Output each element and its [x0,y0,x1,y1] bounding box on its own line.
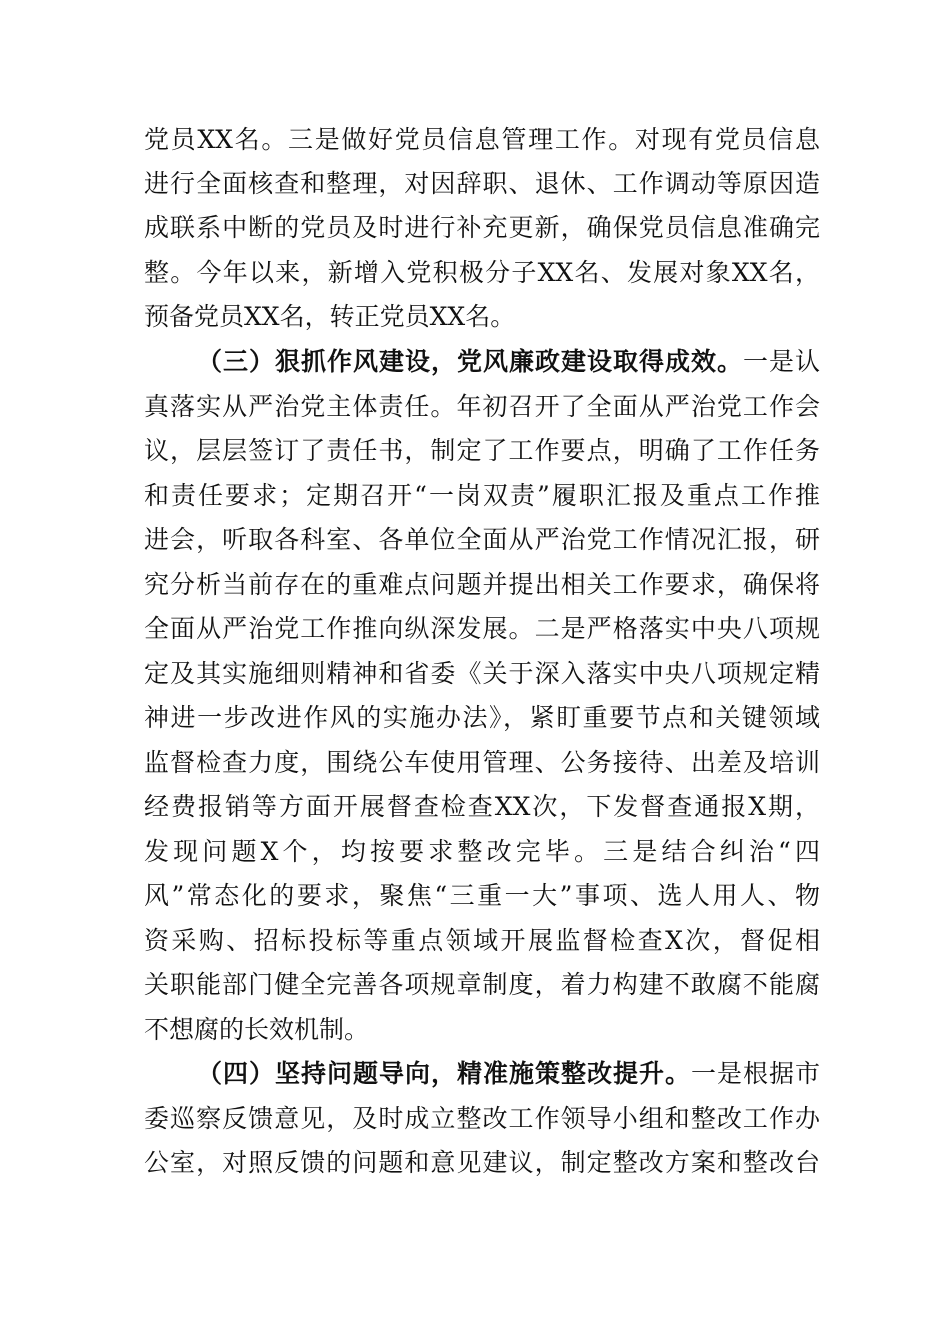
paragraph-2-first-line [197,342,820,382]
paragraph-2-line-7: 全面从严治党工作推向纵深发展。二是严格落实中央八项规 [144,614,820,643]
paragraph-1-line-5: 预备党员XX名，转正党员XX名。 [144,302,516,331]
paragraph-2-line-16: 不想腐的长效机制。 [144,1015,370,1044]
paragraph-3-line-3: 公室，对照反馈的问题和意见建议，制定整改方案和整改台 [144,1148,820,1177]
paragraph-2-line-9: 神进一步改进作风的实施办法》，紧盯重要节点和关键领域 [144,703,820,732]
paragraph-2-line-10: 监督检查力度，围绕公车使用管理、公务接待、出差及培训 [144,748,820,777]
paragraph-3-heading: （四）坚持问题导向，精准施策整改提升。 [197,1059,691,1088]
paragraph-1-line-1: 党员XX名。三是做好党员信息管理工作。对现有党员信息 [144,125,820,154]
paragraph-3-line-2: 委巡察反馈意见，及时成立整改工作领导小组和整改工作办 [144,1104,820,1133]
paragraph-2-line-2: 真落实从严治党主体责任。年初召开了全面从严治党工作会 [144,392,820,421]
paragraph-1-line-3: 成联系中断的党员及时进行补充更新，确保党员信息准确完 [144,213,820,242]
paragraph-2-first-line-rest: 一是认 [742,347,820,376]
paragraph-2-line-6: 究分析当前存在的重难点问题并提出相关工作要求，确保将 [144,570,820,599]
paragraph-2-line-5: 进会，听取各科室、各单位全面从严治党工作情况汇报，研 [144,525,820,554]
paragraph-1-line-2: 进行全面核查和整理，对因辞职、退休、工作调动等原因造 [144,169,820,198]
paragraph-2-line-11: 经费报销等方面开展督查检查XX次，下发督查通报X期， [144,792,820,821]
paragraph-2-line-15: 关职能部门健全完善各项规章制度，着力构建不敢腐不能腐 [144,970,820,999]
paragraph-2-line-13: 风”常态化的要求，聚焦“三重一大”事项、选人用人、物 [144,881,820,910]
paragraph-2-line-14: 资采购、招标投标等重点领域开展监督检查X次，督促相 [144,926,820,955]
paragraph-2-line-4: 和责任要求；定期召开“一岗双责”履职汇报及重点工作推 [144,481,820,510]
paragraph-2-line-3: 议，层层签订了责任书，制定了工作要点，明确了工作任务 [144,436,820,465]
paragraph-3-first-line-rest: 一是根据市 [690,1059,820,1088]
paragraph-2-line-12: 发现问题X个，均按要求整改完毕。三是结合纠治“四 [144,837,820,866]
paragraph-2-heading: （三）狠抓作风建设，党风廉政建设取得成效。 [197,347,743,376]
paragraph-2-line-8: 定及其实施细则精神和省委《关于深入落实中央八项规定精 [144,659,820,688]
paragraph-3-first-line [197,1054,820,1094]
paragraph-1-line-4: 整。今年以来，新增入党积极分子XX名、发展对象XX名， [144,258,820,287]
